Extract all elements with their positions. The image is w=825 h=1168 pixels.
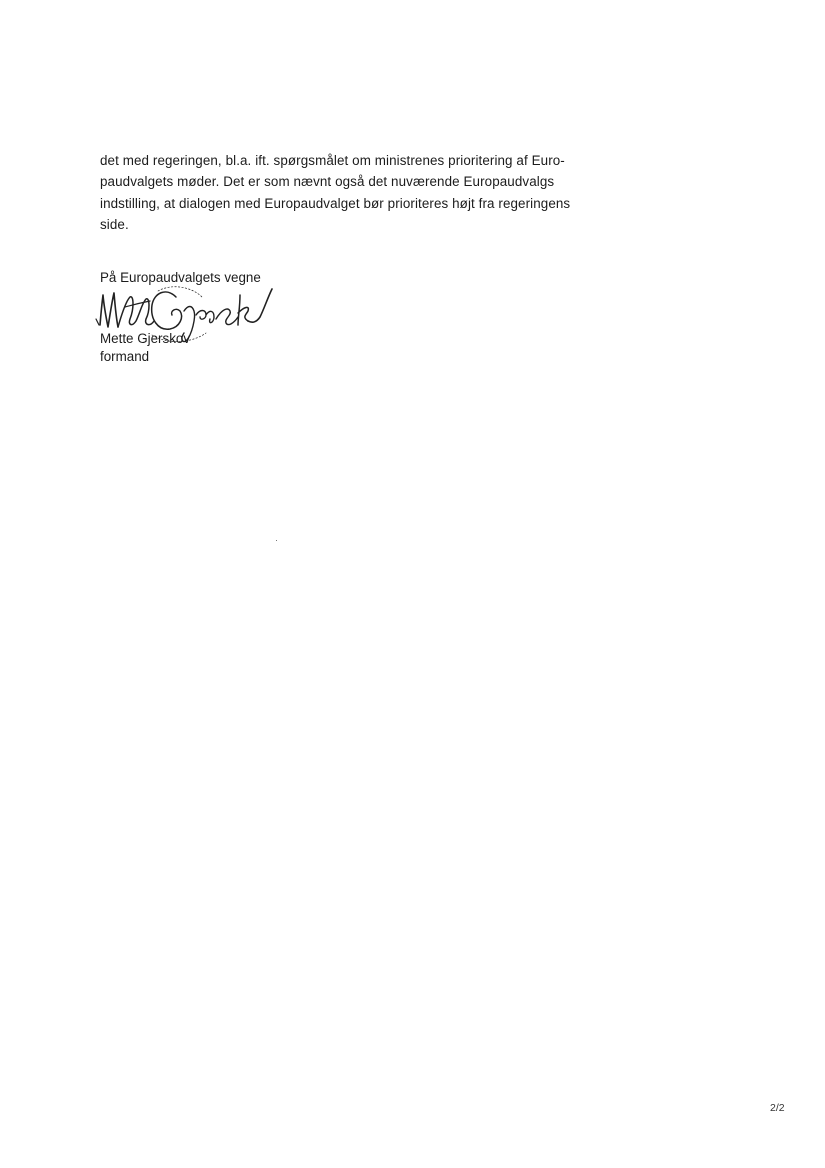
letter-body-paragraph <box>100 150 600 236</box>
body-line: side. <box>100 217 129 233</box>
scan-speck <box>276 540 277 541</box>
signer-name: Mette Gjerskov <box>100 331 191 346</box>
body-line: indstilling, at dialogen med Europaudvalget bør prioriteres højt fra regeringens <box>100 195 571 211</box>
closing-line: På Europaudvalgets vegne <box>100 270 261 285</box>
page-number: 2/2 <box>770 1102 785 1114</box>
body-line: det med regeringen, bl.a. ift. spørgsmålet om ministrenes prioritering af Euro- <box>100 153 565 168</box>
signer-role: formand <box>100 349 150 364</box>
body-line: paudvalgets møder. Det er som nævnt også det nuværende Europaudvalgs <box>100 174 555 190</box>
